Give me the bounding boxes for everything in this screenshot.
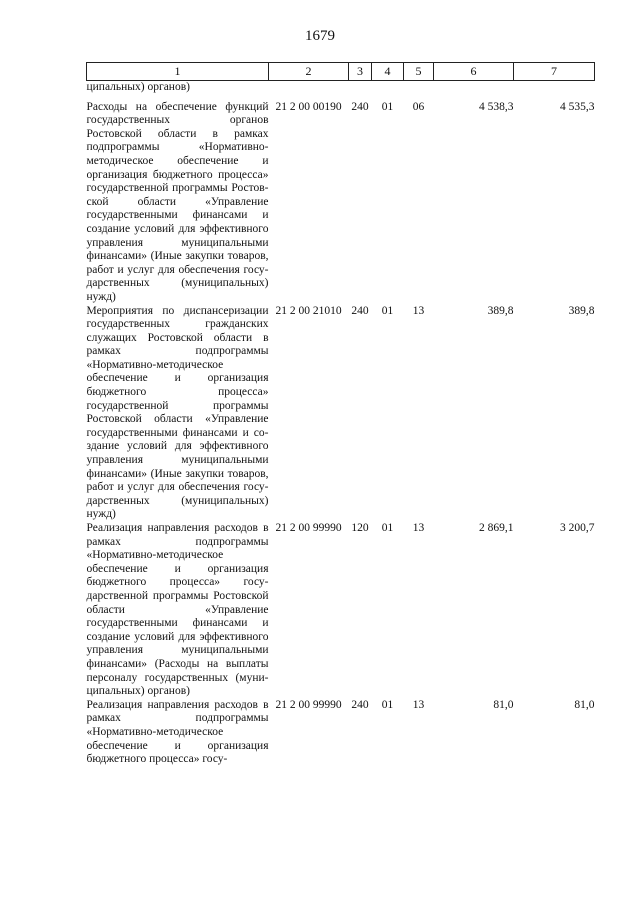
row-description: Мероприятия по диспансеризации государственных гражданских служащих Ростовской области в рамках подпрограммы «Нормативно-методическое обеспечение и организация бюджетного процесса» государственной программы Ростовской области «Управление государственными финансами и создание условий для эффективного управления муниципальными финансами» (Иные закупки товаров, работ и услуг для обеспечения государственных (муниципальных) нужд) [86,304,269,521]
column-header-3: 3 [349,63,372,81]
expense-type-code: 120 [351,522,369,534]
column-header-6: 6 [434,63,514,81]
section-code: 01 [381,698,394,711]
table-row [87,305,595,523]
target-article-code: 21 2 00 21010 [275,304,342,317]
row-description: Реализация направления расходов в рамках подпрограммы «Нормативно-методическое обеспечение и организация бюджетного процесса» государственной программы Ростовской области «Управление государственными финансами и создание условий для эффективного управления муниципальными финансами» (Расходы на выплаты персоналу государственных (муниципальных) органов) [86,522,269,698]
amount-year-2: 389,8 [568,304,595,317]
table-row [87,699,595,767]
target-article-code: 21 2 00 99990 [275,522,342,534]
row-description: Расходы на обеспечение функций государственных органов Ростовской области в рамках подпрограммы «Нормативно-методическое обеспечение и организация бюджетного процесса» государственной программы Ростовской области «Управление государственными финансами и создание условий для эффективного управления муниципальными финансами» (Иные закупки товаров, работ и услуг для обеспечения государственных (муниципальных) нужд) [86,100,269,303]
column-header-4: 4 [372,63,404,81]
row-description: Реализация направления расходов в рамках подпрограммы «Нормативно-методическое обеспечение и организация бюджетного процесса» госу- [86,698,269,766]
budget-table [86,62,595,767]
section-code: 01 [381,304,394,317]
expense-type-code: 240 [351,698,369,711]
section-code: 01 [381,522,394,534]
subsection-code: 13 [412,522,425,534]
table-row [87,101,595,305]
section-code: 01 [381,100,394,113]
amount-year-1: 2 869,1 [479,522,514,534]
column-header-5: 5 [404,63,434,81]
amount-year-1: 4 538,3 [479,100,514,113]
amount-year-2: 4 535,3 [560,100,595,113]
amount-year-1: 81,0 [493,698,514,711]
table-row [87,522,595,699]
target-article-code: 21 2 00 99990 [275,698,342,711]
column-header-1: 1 [87,63,269,81]
subsection-code: 13 [412,304,425,317]
subsection-code: 13 [412,698,425,711]
expense-type-code: 240 [351,100,369,113]
header-row [87,63,595,81]
column-header-7: 7 [514,63,595,81]
expense-type-code: 240 [351,304,369,317]
column-header-2: 2 [269,63,349,81]
subsection-code: 06 [412,100,425,113]
amount-year-2: 81,0 [574,698,595,711]
amount-year-2: 3 200,7 [560,522,595,534]
amount-year-1: 389,8 [487,304,514,317]
continuation-row [87,81,595,101]
page-number: 1679 [305,28,335,44]
continuation-text: ципальных) органов) [86,81,190,93]
target-article-code: 21 2 00 00190 [275,100,342,113]
